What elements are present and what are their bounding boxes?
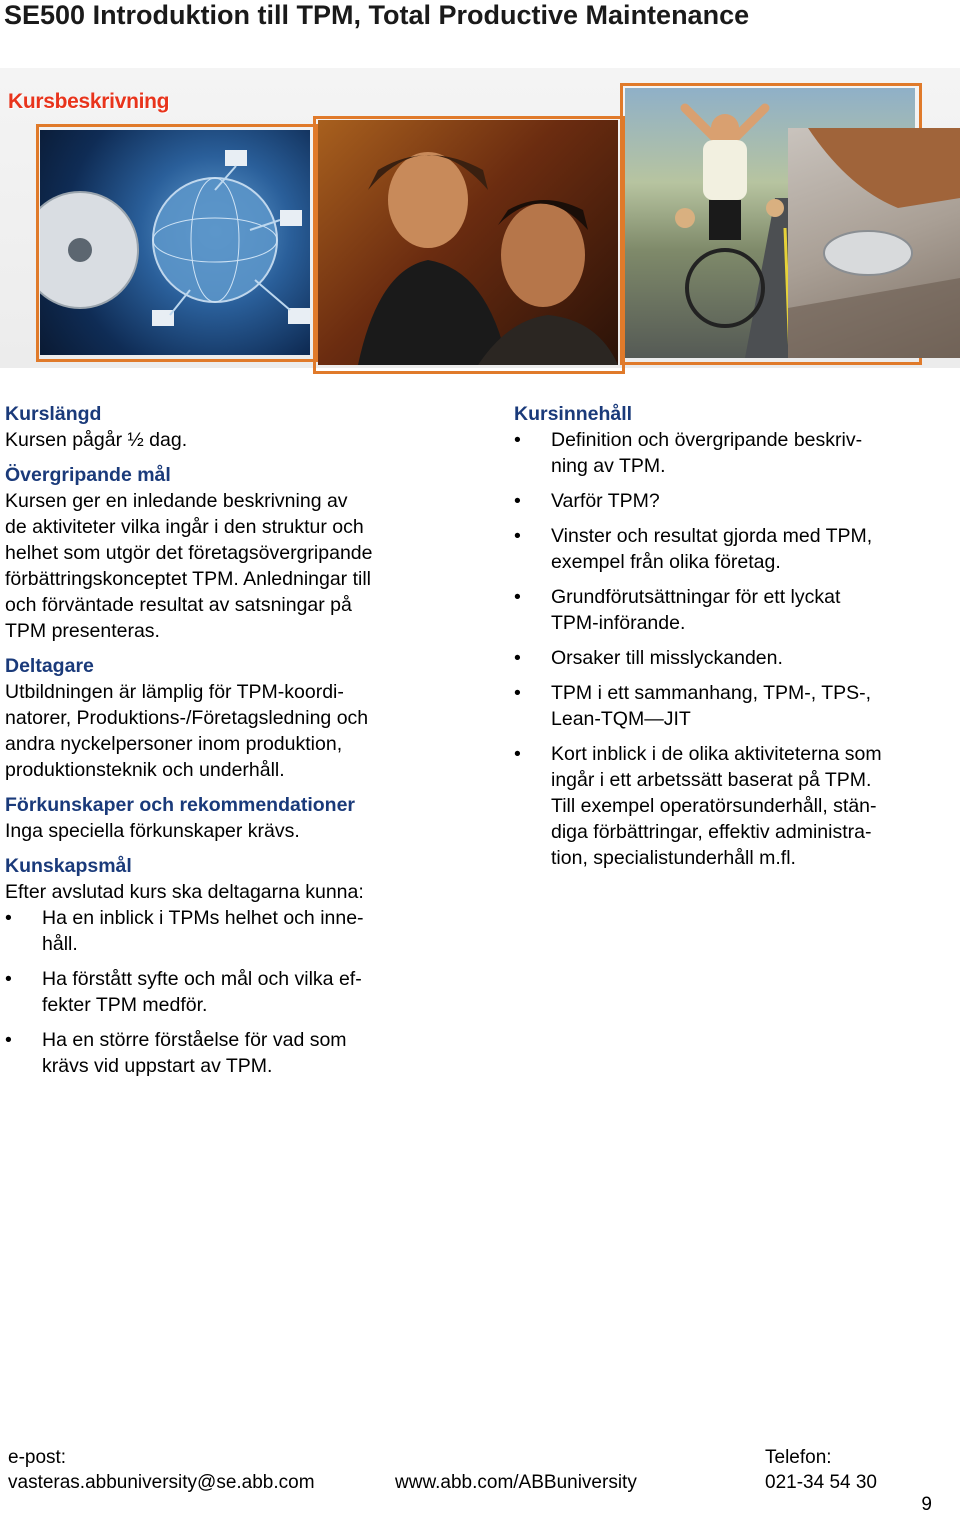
footer-phone: 021-34 54 30 [765,1472,877,1493]
list-item-line: Lean-TQM—JIT [551,708,691,730]
bullet-icon: • [5,907,12,929]
list-item [514,680,934,732]
bullet-icon: • [5,1029,12,1051]
list-item-line: tion, specialistunderhåll m.fl. [551,847,796,869]
banner-label: Kursbeskrivning [8,90,170,113]
list-item-line: ning av TPM. [551,455,666,477]
bullet-icon: • [514,647,521,669]
bullet-icon: • [514,525,521,547]
list-item-line: Ha förstått syfte och mål och vilka ef- [42,968,362,990]
bullet-icon: • [5,968,12,990]
deltagare-line: natorer, Produktions-/Företagsledning och [5,707,369,729]
footer-email[interactable]: vasteras.abbuniversity@se.abb.com [8,1472,315,1493]
bullet-icon: • [514,743,521,765]
list-item-line: Grundförutsättningar för ett lyckat [551,586,841,608]
section-heading-kunskapsmal: Kunskapsmål [5,855,132,877]
document-title: SE500 Introduktion till TPM, Total Productive Maintenance [4,0,750,30]
banner-frame [313,116,625,374]
list-item [5,966,475,1018]
list-item [514,427,934,479]
list-item-line: Kort inblick i de olika aktiviteterna som [551,743,882,765]
course-banner [0,68,960,368]
list-item [514,741,934,871]
right-column [514,401,934,880]
list-item-line: Definition och övergripande beskriv- [551,429,863,451]
kurslangd-text: Kursen pågår ½ dag. [5,429,188,451]
list-item [5,905,475,957]
computer-mouse-icon [788,128,960,358]
deltagare-line: produktionsteknik och underhåll. [5,759,285,781]
mal-line: TPM presenteras. [5,620,160,642]
list-item [514,523,934,575]
kunskapsmal-list [5,905,475,1079]
section-heading-forkunskaper: Förkunskaper och rekommendationer [5,794,356,816]
banner-frame [36,124,318,362]
forkunskaper-text: Inga speciella förkunskaper krävs. [5,820,300,842]
list-item-line: Varför TPM? [551,490,660,512]
list-item-line: Vinster och resultat gjorda med TPM, [551,525,873,547]
list-item-line: krävs vid uppstart av TPM. [42,1055,273,1077]
page-number: 9 [921,1494,932,1515]
section-heading-mal: Övergripande mål [5,464,171,486]
mal-line: förbättringskonceptet TPM. Anledningar till [5,568,372,590]
footer-phone-label: Telefon: [765,1447,832,1468]
bullet-icon: • [514,682,521,704]
list-item-line: diga förbättringar, effektiv administra- [551,821,872,843]
footer-email-label: e-post: [8,1447,67,1468]
list-item-line: TPM i ett sammanhang, TPM-, TPS-, [551,682,872,704]
list-item-line: Orsaker till misslyckanden. [551,647,783,669]
list-item [514,488,934,514]
bullet-icon: • [514,429,521,451]
banner-image-mouse-hand [788,128,960,358]
kursinnehall-list [514,427,934,871]
mal-line: Kursen ger en inledande beskrivning av [5,490,348,512]
bullet-icon: • [514,586,521,608]
list-item [514,584,934,636]
mal-line: och förväntade resultat av satsningar på [5,594,352,616]
list-item [5,1027,475,1079]
list-item-line: TPM-införande. [551,612,686,634]
list-item-line: Ha en inblick i TPMs helhet och inne- [42,907,364,929]
section-heading-deltagare: Deltagare [5,655,94,677]
list-item-line: Ha en större förståelse för vad som [42,1029,347,1051]
mal-line: helhet som utgör det företagsövergripande [5,542,373,564]
bullet-icon: • [514,490,521,512]
list-item-line: håll. [42,933,78,955]
deltagare-line: Utbildningen är lämplig för TPM-koordi- [5,681,344,703]
section-heading-kursinnehall: Kursinnehåll [514,403,633,425]
kunskapsmal-intro: Efter avslutad kurs ska deltagarna kunna: [5,881,364,903]
list-item-line: ingår i ett arbetssätt baserat på TPM. [551,769,872,791]
list-item-line: fekter TPM medför. [42,994,208,1016]
left-column [5,401,475,1088]
list-item [514,645,934,671]
section-heading-kurslangd: Kurslängd [5,403,102,425]
list-item-line: Till exempel operatörsunderhåll, stän- [551,795,877,817]
footer-website[interactable]: www.abb.com/ABBuniversity [395,1472,637,1493]
mal-line: de aktiviteter vilka ingår i den struktur och [5,516,364,538]
deltagare-line: andra nyckelpersoner inom produktion, [5,733,343,755]
list-item-line: exempel från olika företag. [551,551,781,573]
